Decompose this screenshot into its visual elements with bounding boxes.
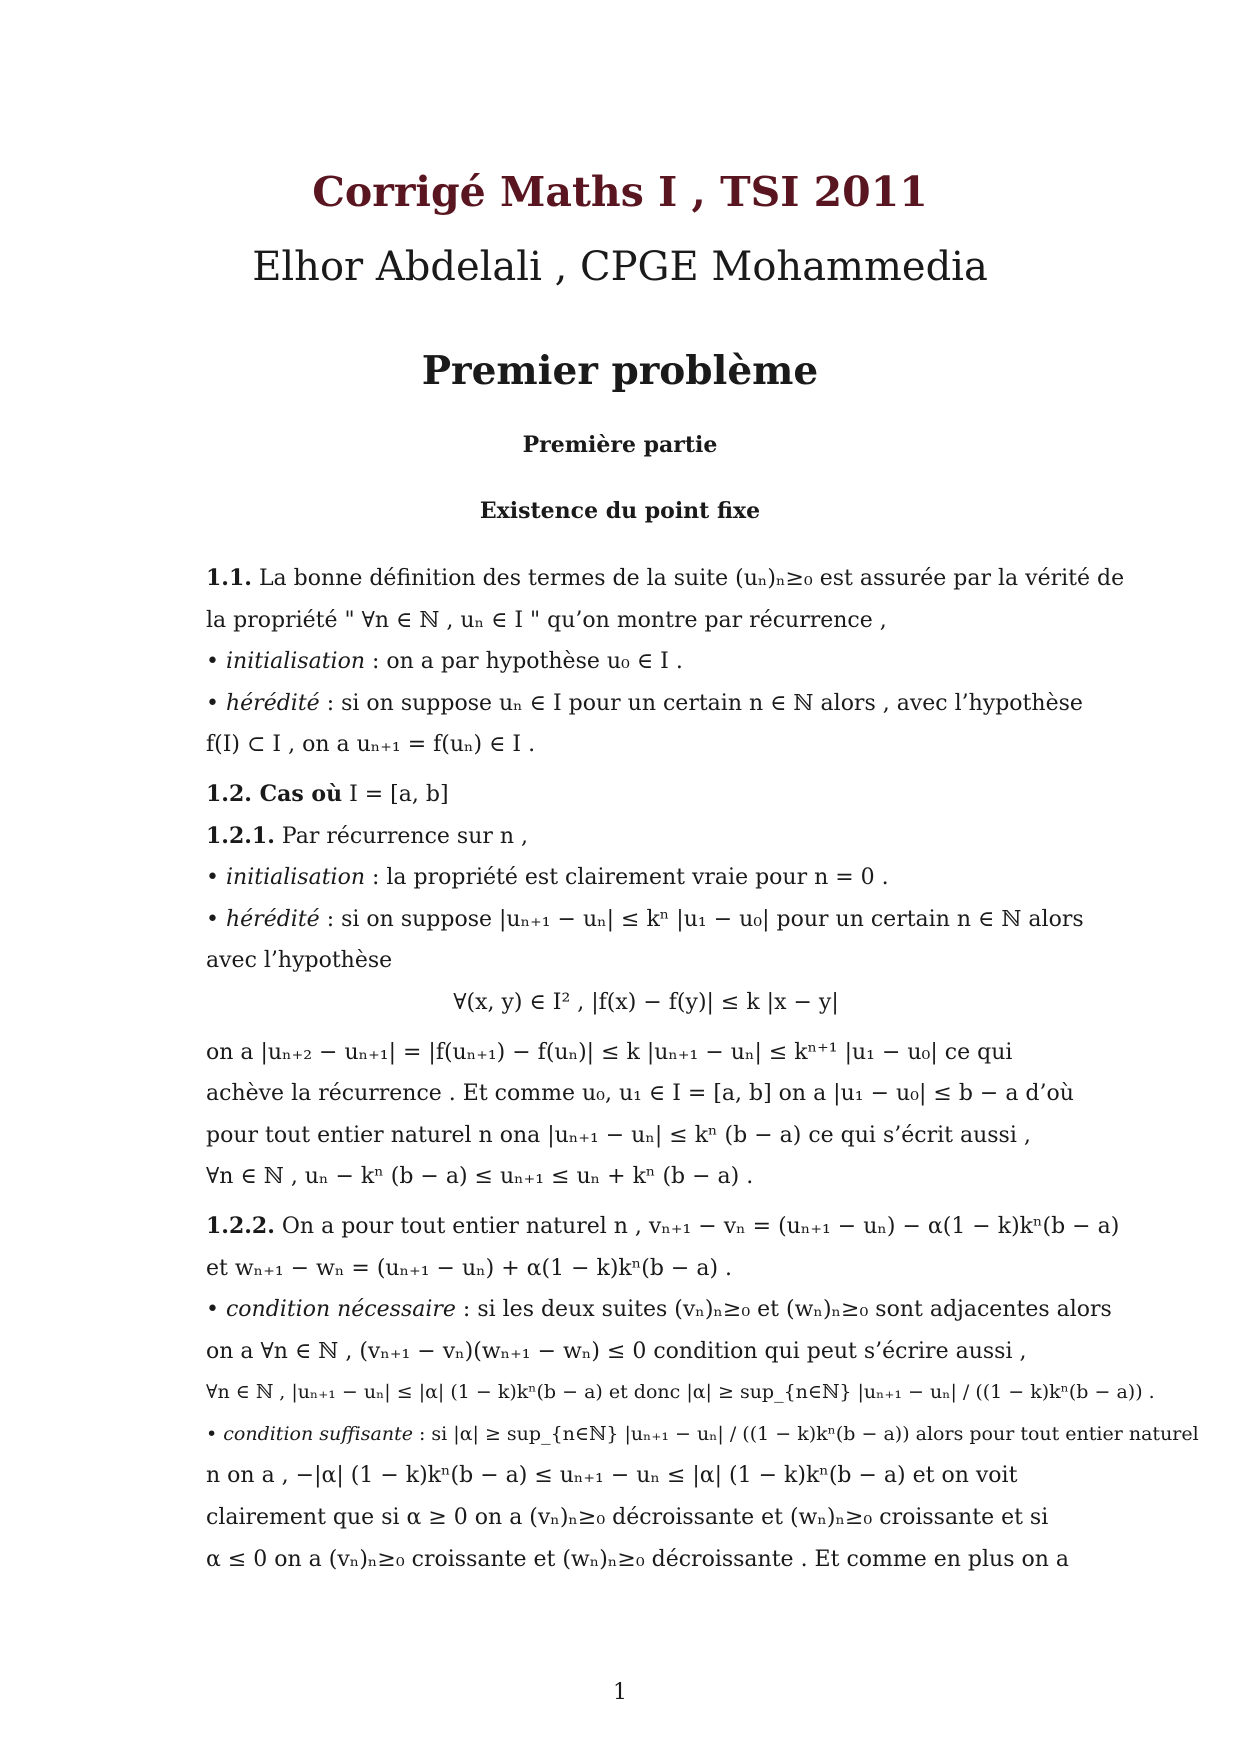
lipschitz-formula: ∀(x, y) ∈ I² , |f(x) − f(y)| ≤ k |x − y| <box>453 989 839 1015</box>
s1-2-2-line4: on a ∀n ∈ ℕ , (vₙ₊₁ − vₙ)(wₙ₊₁ − wₙ) ≤ 0 condition qui peut s’écrire aussi , <box>206 1338 1027 1364</box>
necessary-condition-text: : si les deux suites (vₙ)ₙ≥₀ et (wₙ)ₙ≥₀ sont adjacentes alors <box>455 1297 1112 1323</box>
subpart-heading: Existence du point fixe <box>479 498 761 524</box>
s1-2-1-number: 1.2.1. <box>206 822 275 849</box>
sufficient-condition-text: : si |α| ≥ sup_{n∈ℕ} |uₙ₊₁ − uₙ| / ((1 − k)kⁿ(b − a)) alors pour tout entier naturel <box>412 1422 1199 1445</box>
document-title: Corrigé Maths I , TSI 2011 <box>312 168 928 216</box>
s1-1-init-text: : on a par hypothèse u₀ ∈ I . <box>365 649 683 675</box>
s1-2-1-line <box>206 816 1086 858</box>
s1-2-2-text1: On a pour tout entier naturel n , vₙ₊₁ − vₙ = (uₙ₊₁ − uₙ) − α(1 − k)kⁿ(b − a) <box>274 1213 1120 1239</box>
s1-2-1-hered-text: : si on suppose |uₙ₊₁ − uₙ| ≤ kⁿ |u₁ − u₀| pour un certain n ∈ ℕ alors <box>319 906 1084 932</box>
s1-2-2-bullet-necessary: • condition nécessaire : si les deux suites (vₙ)ₙ≥₀ et (wₙ)ₙ≥₀ sont adjacentes alors <box>206 1297 1112 1323</box>
problem-heading: Premier problème <box>421 348 819 394</box>
s1-1-line5: f(I) ⊂ I , on a uₙ₊₁ = f(uₙ) ∈ I . <box>206 732 536 758</box>
s1-2-1-init-text: : la propriété est clairement vraie pour n = 0 . <box>365 865 889 891</box>
s1-2-2-bullet-sufficient: • condition suffisante : si |α| ≥ sup_{n∈ℕ} |uₙ₊₁ − uₙ| / ((1 − k)kⁿ(b − a)) alors pour tout entier naturel <box>206 1422 1199 1445</box>
s1-2-1-line-b: achève la récurrence . Et comme u₀, u₁ ∈ I = [a, b] on a |u₁ − u₀| ≤ b − a d’où <box>206 1081 1074 1107</box>
s1-2-1-line-d: ∀n ∈ ℕ , uₙ − kⁿ (b − a) ≤ uₙ₊₁ ≤ uₙ + kⁿ (b − a) . <box>206 1164 754 1190</box>
s1-1-bullet-init: • initialisation : on a par hypothèse u₀ ∈ I . <box>206 649 683 675</box>
s1-2-1-line-c: pour tout entier naturel n ona |uₙ₊₁ − uₙ| ≤ kⁿ (b − a) ce qui s’écrit aussi , <box>206 1122 1031 1148</box>
s1-1-hered-label: hérédité <box>225 690 320 716</box>
s1-2-1-bullet-init: • initialisation : la propriété est clairement vraie pour n = 0 . <box>206 865 889 891</box>
s1-2-2-line9: α ≤ 0 on a (vₙ)ₙ≥₀ croissante et (wₙ)ₙ≥₀ décroissante . Et comme en plus on a <box>206 1546 1070 1572</box>
s1-2-1-text: Par récurrence sur n , <box>274 823 529 849</box>
s1-2-1-line-a: on a |uₙ₊₂ − uₙ₊₁| = |f(uₙ₊₁) − f(uₙ)| ≤ k |uₙ₊₁ − uₙ| ≤ kⁿ⁺¹ |u₁ − u₀| ce qui <box>206 1039 1013 1065</box>
s1-1-number: 1.1. <box>206 565 252 591</box>
part-heading: Première partie <box>522 432 718 458</box>
s1-1-init-label: initialisation <box>225 649 365 675</box>
s1-2-2-line2: et wₙ₊₁ − wₙ = (uₙ₊₁ − uₙ) + α(1 − k)kⁿ(b − a) . <box>206 1255 733 1281</box>
s1-1-line1 <box>206 558 1125 600</box>
s1-2-heading <box>206 774 1086 816</box>
s1-1-bullet-hered: • hérédité : si on suppose uₙ ∈ I pour un certain n ∈ ℕ alors , avec l’hypothèse <box>206 690 1083 716</box>
s1-1-line2: la propriété " ∀n ∈ ℕ , uₙ ∈ I " qu’on montre par récurrence , <box>206 607 887 633</box>
s1-2-2-line5: ∀n ∈ ℕ , |uₙ₊₁ − uₙ| ≤ |α| (1 − k)kⁿ(b − a) et donc |α| ≥ sup_{n∈ℕ} |uₙ₊₁ − uₙ| / ((1 − k)kⁿ(b − a)) . <box>206 1381 1155 1404</box>
s1-2-2-line7: n on a , −|α| (1 − k)kⁿ(b − a) ≤ uₙ₊₁ − uₙ ≤ |α| (1 − k)kⁿ(b − a) et on voit <box>206 1463 1018 1489</box>
sufficient-condition-label: condition suffisante <box>223 1422 413 1445</box>
s1-2-1-avec: avec l’hypothèse <box>206 948 393 974</box>
s1-2-number: 1.2. Cas où <box>206 780 343 807</box>
s1-1-hered-text: : si on suppose uₙ ∈ I pour un certain n ∈ ℕ alors , avec l’hypothèse <box>319 690 1083 716</box>
s1-2-1-bullet-hered: • hérédité : si on suppose |uₙ₊₁ − uₙ| ≤ kⁿ |u₁ − u₀| pour un certain n ∈ ℕ alors <box>206 906 1084 932</box>
s1-2-1-init-label: initialisation <box>225 865 365 891</box>
s1-1-text1: La bonne définition des termes de la suite (uₙ)ₙ≥₀ est assurée par la vérité de <box>258 566 1125 591</box>
s1-2-2-line8: clairement que si α ≥ 0 on a (vₙ)ₙ≥₀ décroissante et (wₙ)ₙ≥₀ croissante et si <box>206 1505 1049 1531</box>
s1-2-1-hered-label: hérédité <box>225 906 320 932</box>
document-body <box>206 558 1199 1580</box>
s1-2-2-line1 <box>206 1206 1120 1248</box>
page-number: 1 <box>613 1680 627 1705</box>
s1-2-condition: I = [a, b] <box>342 781 449 807</box>
s1-2-2-number: 1.2.2. <box>206 1212 275 1239</box>
document-author: Elhor Abdelali , CPGE Mohammedia <box>252 244 988 290</box>
necessary-condition-label: condition nécessaire <box>225 1297 456 1323</box>
